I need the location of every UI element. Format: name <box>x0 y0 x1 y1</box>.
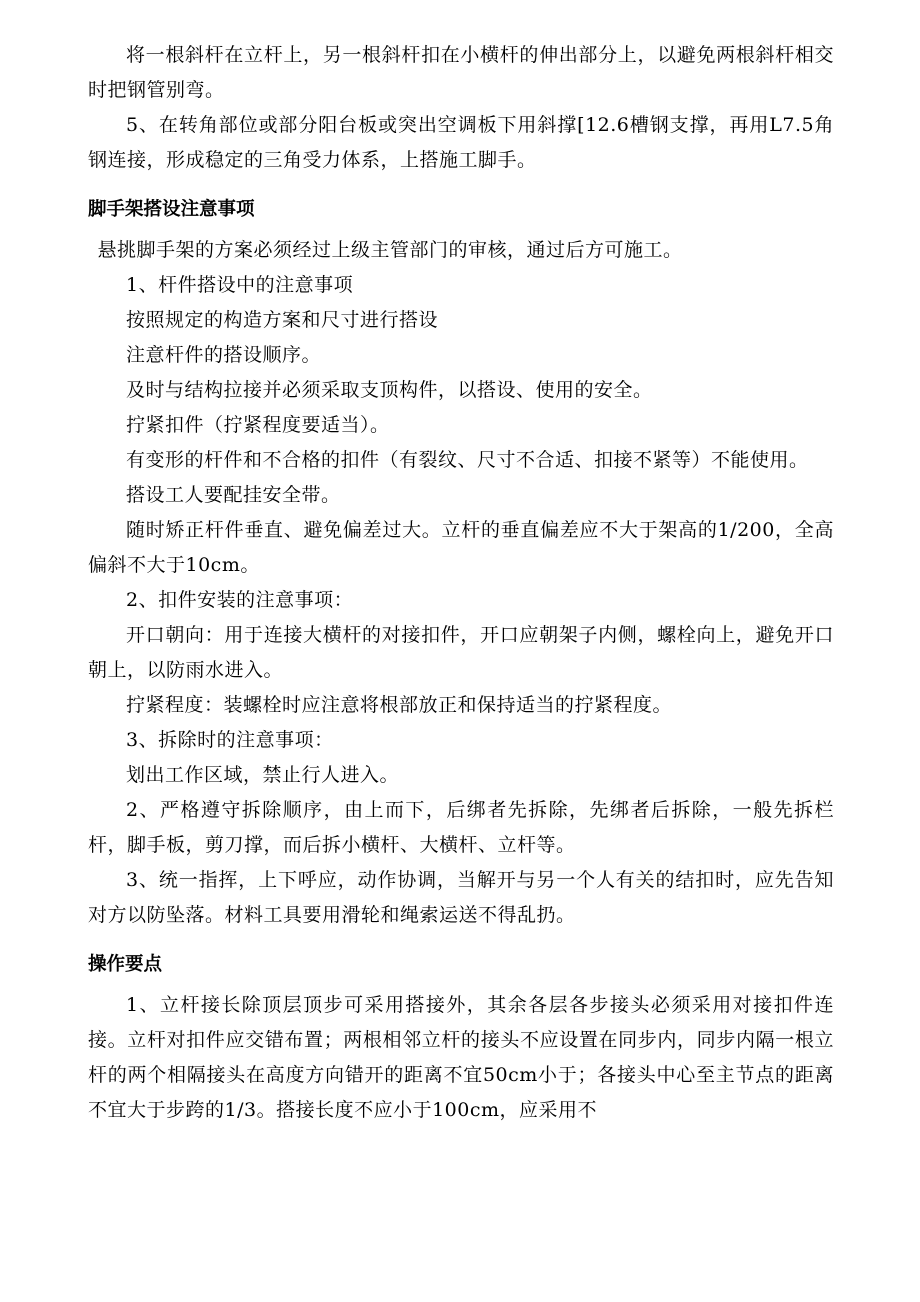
paragraph: 3、拆除时的注意事项： <box>126 729 334 751</box>
paragraph: 拧紧扣件（拧紧程度要适当）。 <box>126 414 390 436</box>
section-3 <box>88 947 834 1128</box>
paragraph: 2、扣件安装的注意事项： <box>126 589 354 611</box>
document-page <box>88 38 834 1128</box>
paragraph: 拧紧程度：装螺栓时应注意将根部放正和保持适当的拧紧程度。 <box>126 694 673 716</box>
paragraph: 按照规定的构造方案和尺寸进行搭设 <box>126 309 439 331</box>
paragraph: 3、统一指挥，上下呼应，动作协调，当解开与另一个人有关的结扣时，应先告知对方以防坠落。材料工具要用滑轮和绳索运送不得乱扔。 <box>88 869 834 926</box>
paragraph: 将一根斜杆在立杆上，另一根斜杆扣在小横杆的伸出部分上，以避免两根斜杆相交时把钢管别弯。 <box>88 44 834 101</box>
paragraph: 及时与结构拉接并必须采取支顶构件，以搭设、使用的安全。 <box>126 379 653 401</box>
paragraph: 划出工作区域，禁止行人进入。 <box>126 764 400 786</box>
paragraph: 2、严格遵守拆除顺序，由上而下，后绑者先拆除，先绑者后拆除，一般先拆栏杆，脚手板，剪刀撑，而后拆小横杆、大横杆、立杆等。 <box>88 799 834 856</box>
paragraph: 5、在转角部位或部分阳台板或突出空调板下用斜撑[12.6槽钢支撑，再用L7.5角钢连接，形成稳定的三角受力体系，上搭施工脚手。 <box>88 114 834 171</box>
section-heading: 脚手架搭设注意事项 <box>88 199 255 220</box>
paragraph: 开口朝向：用于连接大横杆的对接扣件，开口应朝架子内侧，螺栓向上，避免开口朝上，以防雨水进入。 <box>88 624 834 681</box>
paragraph: 注意杆件的搭设顺序。 <box>126 344 322 366</box>
paragraph: 搭设工人要配挂安全带。 <box>126 484 341 506</box>
section-1 <box>88 38 834 178</box>
paragraph: 有变形的杆件和不合格的扣件（有裂纹、尺寸不合适、扣接不紧等）不能使用。 <box>126 449 809 471</box>
section-intro: 悬挑脚手架的方案必须经过上级主管部门的审核，通过后方可施工。 <box>97 239 683 261</box>
section-heading: 操作要点 <box>88 954 163 975</box>
section-2 <box>88 192 834 933</box>
paragraph: 1、杆件搭设中的注意事项 <box>126 274 354 296</box>
paragraph: 1、立杆接长除顶层顶步可采用搭接外，其余各层各步接头必须采用对接扣件连接。立杆对扣件应交错布置；两根相邻立杆的接头不应设置在同步内，同步内隔一根立杆的两个相隔接头在高度方向错开的距离不宜50cm小于；各接头中心至主节点的距离不宜大于步跨的1/3。搭接长度不应小于100cm，应采用不 <box>88 994 834 1121</box>
paragraph: 随时矫正杆件垂直、避免偏差过大。立杆的垂直偏差应不大于架高的1/200，全高偏斜不大于10cm。 <box>88 519 834 576</box>
